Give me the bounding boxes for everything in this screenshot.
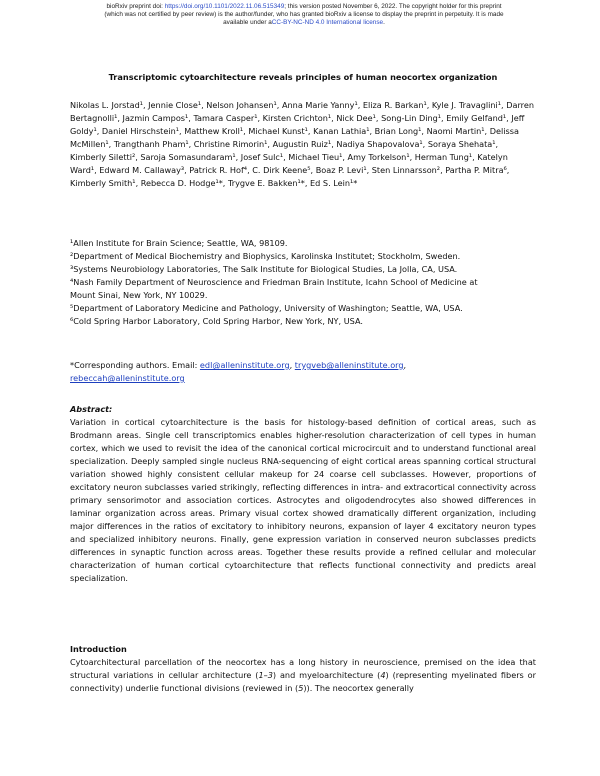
author-list: Nikolas L. Jorstad¹, Jennie Close¹, Nelson Johansen¹, Anna Marie Yanny¹, Eliza R. Barkan¹, Kyle J. Travaglini¹, Darren Bertagnolli¹, Jazmin Campos¹, Tamara Casper¹, Kirsten Crichton¹, Nick Dee¹, Song-Lin Ding¹, Emily Gelfand¹, Jeff Goldy¹, Daniel Hirschstein¹, Matthew Kroll¹, Michael Kunst¹, Kanan Lathia¹, Brian Long¹, Naomi Martin¹, Delissa McMillen¹, Trangthanh Pham¹, Christine Rimorin¹, Augustin Ruiz¹, Nadiya Shapovalova¹, Soraya Shehata¹, Kimberly Siletti², Saroja Somasundaram¹, Josef Sulc¹, Michael Tieu¹, Amy Torkelson¹, Herman Tung¹, Katelyn Ward¹, Edward M. Callaway³, Patrick R. Hof⁴, C. Dirk Keene⁵, Boaz P. Levi¹, Sten Linnarsson², Partha P. Mitra⁶, Kimberly Smith¹, Rebecca D. Hodge¹*, Trygve E. Bakken¹*, Ed S. Lein¹* [70, 100, 534, 188]
affiliation-item: ³Systems Neurobiology Laboratories, The Salk Institute for Biological Studies, La Jolla, CA, USA. [70, 264, 458, 274]
affiliation-item: ¹Allen Institute for Brain Science; Seattle, WA, 98109. [70, 238, 288, 248]
abstract-heading: Abstract: [70, 404, 113, 414]
preprint-header-line1: bioRxiv preprint doi: https://doi.org/10.1101/2022.11.06.515349; this version posted November 6, 2022. The copyright holder for this preprint [106, 3, 502, 10]
paper-title: Transcriptomic cytoarchitecture reveals principles of human neocortex organization [108, 72, 498, 82]
abstract-text: Variation in cortical cytoarchitecture is the basis for histology-based definition of cortical areas, such as Brodmann areas. Single cell transcriptomics enables higher-resolution characterization of cell types in human cortex, which we used to revisit the idea of the canonical cortical microcircuit and to understand functional areal specialization. Deeply sampled single nucleus RNA-sequencing of eight cortical areas spanning cortical structural variation showed highly consistent cellular makeup for 24 coarse cell subclasses. However, proportions of excitatory neuron subclasses varied strikingly, reflecting differences in intra- and extracortical connectivity across primary sensorimotor and association cortices. Astrocytes and oligodendrocytes also showed differences in laminar organization across areas. Primary visual cortex showed dramatically different organization, including major differences in the ratios of excitatory to inhibitory neurons, expansion of layer 4 excitatory neuron types and specialized inhibitory neurons. Finally, gene expression variation in conserved neuron subclasses predicts differences in synaptic function across areas. Together these results provide a refined cellular and molecular characterization of human cortical cytoarchitecture that reflects functional connectivity and predicts areal specialization. [70, 417, 536, 583]
introduction-heading: Introduction [70, 644, 127, 654]
citation: 4 [380, 670, 386, 680]
corresponding-authors: *Corresponding authors. Email: edl@alleninstitute.org, trygveb@alleninstitute.org, rebeccah@alleninstitute.org [70, 360, 407, 383]
email-link-trygveb[interactable]: trygveb@alleninstitute.org [294, 360, 404, 370]
affiliation-list [70, 237, 536, 328]
preprint-header-line3: available under aCC-BY-NC-ND 4.0 International license. [223, 18, 385, 26]
email-link-edl[interactable]: edl@alleninstitute.org [199, 360, 290, 370]
introduction-text: Cytoarchitectural parcellation of the neocortex has a long history in neuroscience, premised on the idea that structural variations in cellular architecture (1–3) and myeloarchitecture (4) (representing myelinated fibers or connectivity) underlie functional divisions (reviewed in (5)). The neocortex generally [70, 657, 536, 693]
email-link-rebeccah[interactable]: rebeccah@alleninstitute.org [70, 373, 185, 383]
affiliation-item: ⁵Department of Laboratory Medicine and Pathology, University of Washington; Seattle, WA, USA. [70, 303, 463, 313]
preprint-header-line2: (which was not certified by peer review) is the author/funder, who has granted bioRxiv a license to display the preprint in perpetuity. It is made [104, 10, 504, 18]
license-link[interactable]: CC-BY-NC-ND 4.0 International license [271, 18, 384, 26]
doi-link[interactable]: https://doi.org/10.1101/2022.11.06.515349 [164, 3, 285, 10]
preprint-header [24, 3, 584, 26]
affiliation-item: ⁶Cold Spring Harbor Laboratory, Cold Spring Harbor, New York, NY, USA. [70, 316, 363, 326]
affiliation-item: Mount Sinai, New York, NY 10029. [70, 290, 208, 300]
affiliation-item: ⁴Nash Family Department of Neuroscience and Friedman Brain Institute, Icahn School of Medicine at [70, 277, 478, 287]
affiliation-item: ²Department of Medical Biochemistry and Biophysics, Karolinska Institutet; Stockholm, Sweden. [70, 251, 461, 261]
citation: 1–3 [258, 670, 273, 680]
citation: 5 [298, 683, 304, 693]
